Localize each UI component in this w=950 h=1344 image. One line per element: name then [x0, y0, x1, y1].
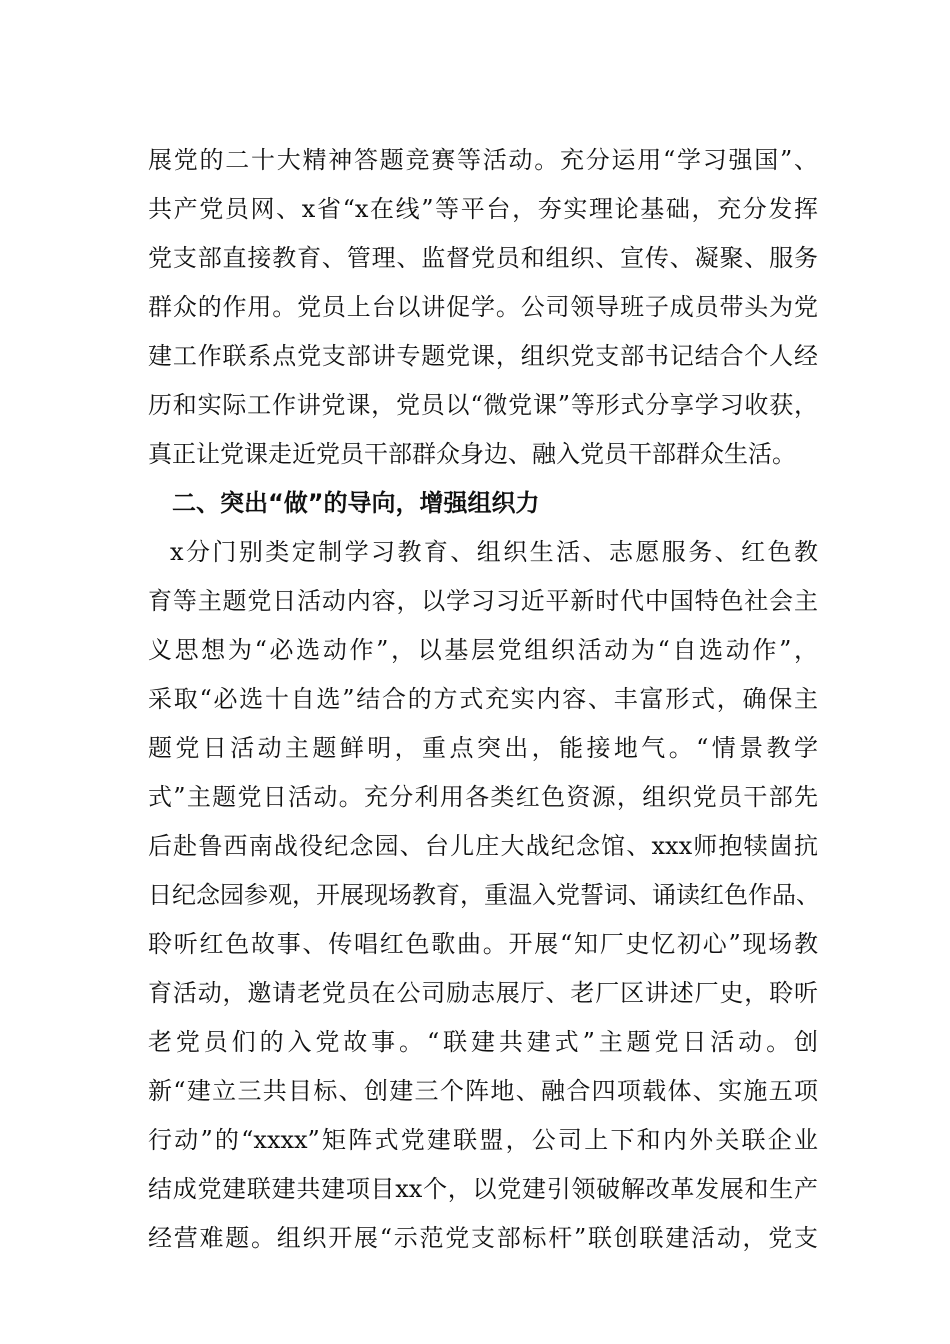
paragraph-1-line: 党支部直接教育、管理、监督党员和组织、宣传、凝聚、服务: [148, 244, 818, 272]
paragraph-2-line: 育等主题党日活动内容，以学习习近平新时代中国特色社会主: [148, 587, 818, 615]
paragraph-2-line: 日纪念园参观，开展现场教育，重温入党誓词、诵读红色作品、: [148, 881, 820, 909]
paragraph-2-line: 后赴鲁西南战役纪念园、台儿庄大战纪念馆、xxx师抱犊崮抗: [148, 832, 818, 860]
paragraph-2-line: 聆听红色故事、传唱红色歌曲。开展“知厂史忆初心”现场教: [148, 930, 818, 958]
paragraph-2-line: 题党日活动主题鲜明，重点突出，能接地气。“情景教学: [148, 734, 818, 762]
paragraph-2-line: 式”主题党日活动。充分利用各类红色资源，组织党员干部先: [148, 783, 818, 811]
paragraph-2-line: 行动”的“xxxx”矩阵式党建联盟，公司上下和内外关联企业: [148, 1126, 818, 1154]
paragraph-2-line: 义思想为“必选动作”，以基层党组织活动为“自选动作”，: [148, 636, 818, 664]
paragraph-1-line: 共产党员网、x省“x在线”等平台，夯实理论基础，充分发挥: [148, 195, 818, 223]
paragraph-2-line: 育活动，邀请老党员在公司励志展厅、老厂区讲述厂史，聆听: [148, 979, 818, 1007]
paragraph-2-line: 经营难题。组织开展“示范党支部标杆”联创联建活动，党支: [148, 1224, 818, 1252]
paragraph-1-line: 历和实际工作讲党课，党员以“微党课”等形式分享学习收获，: [148, 391, 818, 419]
paragraph-2-line: 结成党建联建共建项目xx个，以党建引领破解改革发展和生产: [148, 1175, 818, 1203]
paragraph-2-line: x分门别类定制学习教育、组织生活、志愿服务、红色教: [170, 538, 818, 566]
paragraph-2-line: 老党员们的入党故事。“联建共建式”主题党日活动。创: [148, 1028, 818, 1056]
paragraph-1-line: 群众的作用。党员上台以讲促学。公司领导班子成员带头为党: [148, 293, 818, 321]
paragraph-1-line: 真正让党课走近党员干部群众身边、融入党员干部群众生活。: [148, 440, 796, 468]
paragraph-2-line: 新“建立三共目标、创建三个阵地、融合四项载体、实施五项: [148, 1077, 818, 1105]
section-heading: 二、突出“做”的导向，增强组织力: [172, 489, 540, 517]
paragraph-1-line: 展党的二十大精神答题竞赛等活动。充分运用“学习强国”、: [148, 146, 818, 174]
paragraph-1-line: 建工作联系点党支部讲专题党课，组织党支部书记结合个人经: [148, 342, 818, 370]
paragraph-2-line: 采取“必选十自选”结合的方式充实内容、丰富形式，确保主: [148, 685, 818, 713]
